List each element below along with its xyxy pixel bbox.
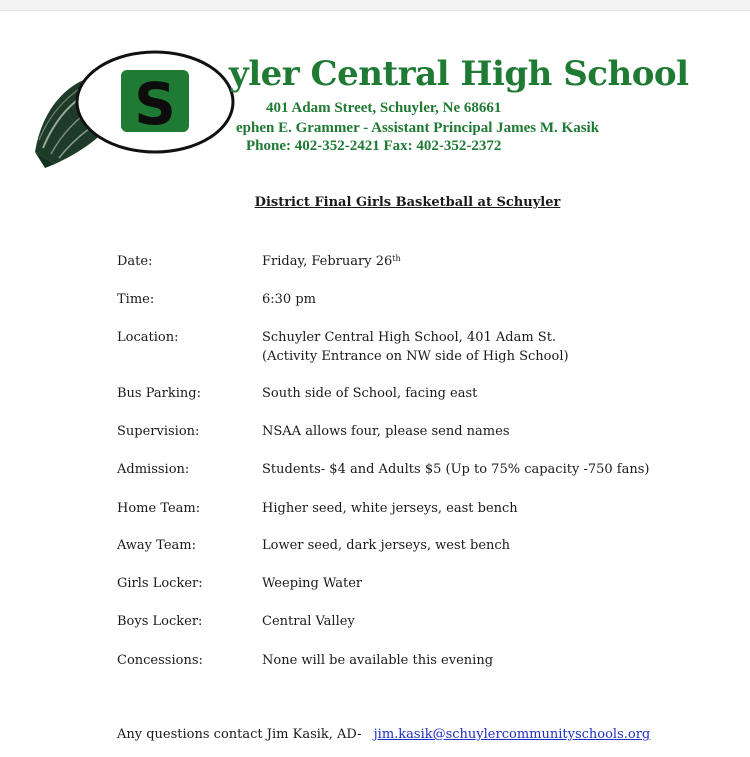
window-top-bar: [0, 0, 750, 11]
school-address: 401 Adam Street, Schuyler, Ne 68661: [266, 100, 502, 116]
concessions-value: None will be available this evening: [262, 653, 494, 668]
email-link[interactable]: jim.kasik@schuylercommunityschools.org: [373, 727, 651, 742]
school-contact: Phone: 402-352-2421 Fax: 402-352-2372: [246, 138, 502, 154]
time-value: 6:30 pm: [262, 292, 316, 307]
girls-locker-label: Girls Locker:: [117, 576, 203, 591]
date-value: Friday, February 26th: [262, 254, 401, 269]
admission-value: Students- $4 and Adults $5 (Up to 75% capacity -750 fans): [262, 462, 650, 477]
school-administrators: ephen E. Grammer - Assistant Principal James M. Kasik: [236, 120, 600, 136]
footer-text: Any questions contact Jim Kasik, AD-: [117, 727, 362, 742]
location-note: (Activity Entrance on NW side of High School): [262, 349, 569, 364]
concessions-label: Concessions:: [117, 653, 203, 668]
footer-contact: [117, 727, 650, 742]
boys-locker-value: Central Valley: [262, 614, 355, 629]
boys-locker-label: Boys Locker:: [117, 614, 203, 629]
time-label: Time:: [117, 292, 155, 307]
date-label: Date:: [117, 254, 153, 269]
home-team-label: Home Team:: [117, 501, 201, 516]
school-name: yler Central High School: [229, 54, 689, 94]
location-label: Location:: [117, 330, 179, 345]
girls-locker-value: Weeping Water: [262, 576, 363, 591]
document-title: District Final Girls Basketball at Schuyler: [254, 195, 561, 210]
bus-parking-value: South side of School, facing east: [262, 386, 478, 401]
home-team-value: Higher seed, white jerseys, east bench: [262, 501, 518, 516]
school-logo: [33, 44, 243, 170]
away-team-label: Away Team:: [117, 538, 196, 553]
logo-letter: S: [134, 70, 176, 138]
supervision-label: Supervision:: [117, 424, 200, 439]
bus-parking-label: Bus Parking:: [117, 386, 201, 401]
supervision-value: NSAA allows four, please send names: [262, 424, 510, 439]
location-value: Schuyler Central High School, 401 Adam St.: [262, 330, 557, 345]
admission-label: Admission:: [117, 462, 190, 477]
away-team-value: Lower seed, dark jerseys, west bench: [262, 538, 511, 553]
